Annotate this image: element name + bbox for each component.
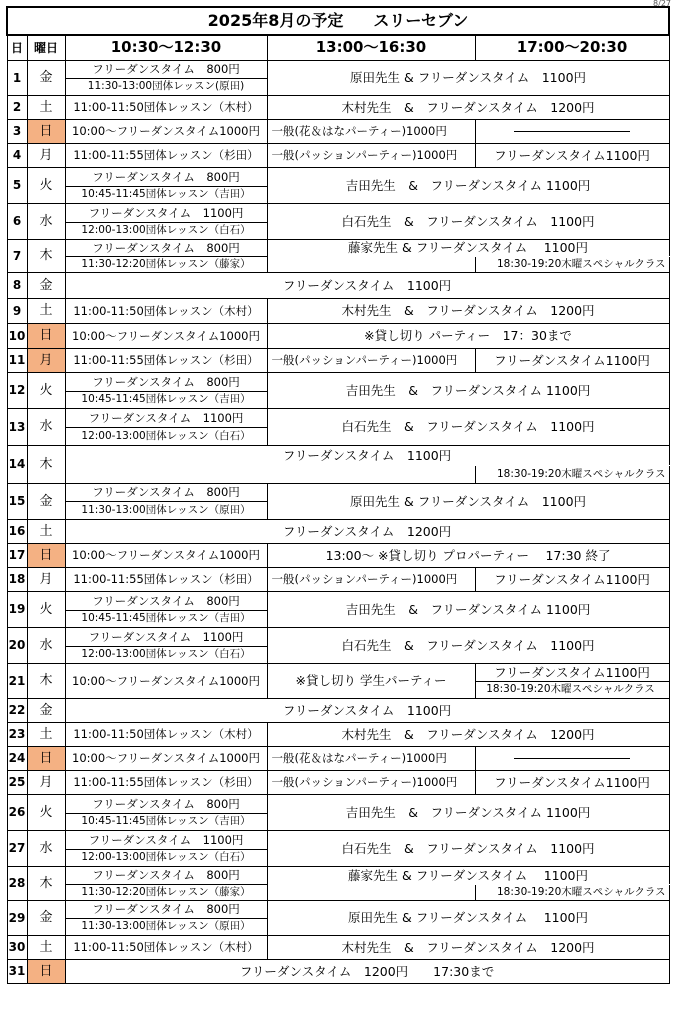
- table-row: [7, 446, 669, 466]
- afternoon-event: 藤家先生 & フリーダンスタイム 1100円: [267, 240, 669, 257]
- weekday: 土: [27, 96, 65, 120]
- table-row: [7, 120, 669, 144]
- afternoon-event: 一般(花＆はなパーティー)1000円: [267, 120, 475, 144]
- afternoon-event: 一般(花＆はなパーティー)1000円: [267, 747, 475, 771]
- evening-event: フリーダンスタイム1100円: [475, 349, 669, 373]
- morning-event: 11:00-11:50団体レッスン（木村）: [65, 723, 267, 747]
- table-row: [7, 747, 669, 771]
- afternoon-event: 一般(パッションパーティー)1000円: [267, 349, 475, 373]
- afternoon-event: ※貸し切り 学生パーティー: [267, 664, 475, 699]
- day-number: 10: [7, 324, 27, 349]
- day-number: 8: [7, 273, 27, 299]
- morning-event: 11:00-11:50団体レッスン（木村）: [65, 299, 267, 324]
- day-number: 20: [7, 628, 27, 664]
- day-number: 24: [7, 747, 27, 771]
- weekday: 金: [27, 901, 65, 936]
- morning-event: 11:00-11:55団体レッスン（杉田）: [65, 568, 267, 592]
- empty-cell: [65, 466, 475, 484]
- afternoon-event: 藤家先生 & フリーダンスタイム 1100円: [267, 867, 669, 885]
- day-number: 3: [7, 120, 27, 144]
- table-row: [7, 592, 669, 611]
- afternoon-event: 木村先生 & フリーダンスタイム 1200円: [267, 936, 669, 960]
- table-row: [7, 723, 669, 747]
- morning-event: 10:00〜フリーダンスタイム1000円: [65, 747, 267, 771]
- table-row: [7, 699, 669, 723]
- day-number: 31: [7, 960, 27, 984]
- empty-cell: [267, 257, 475, 273]
- afternoon-event: 原田先生 & フリーダンスタイム 1100円: [267, 61, 669, 96]
- evening-event: フリーダンスタイム1100円: [475, 144, 669, 168]
- weekday: 月: [27, 771, 65, 795]
- page-title: [7, 7, 669, 35]
- afternoon-event: 一般(パッションパーティー)1000円: [267, 144, 475, 168]
- all-day-event: フリーダンスタイム 1100円: [65, 699, 669, 723]
- morning-event: フリーダンスタイム 800円: [65, 867, 267, 885]
- table-row: [7, 299, 669, 324]
- weekday: 木: [27, 867, 65, 901]
- morning-event: 11:00-11:55団体レッスン（杉田）: [65, 349, 267, 373]
- table-row: [7, 409, 669, 428]
- afternoon-event: 木村先生 & フリーダンスタイム 1200円: [267, 723, 669, 747]
- morning-lesson: 10:45-11:45団体レッスン（吉田）: [65, 187, 267, 204]
- afternoon-event: 白石先生 & フリーダンスタイム 1100円: [267, 204, 669, 240]
- day-number: 19: [7, 592, 27, 628]
- table-row: [7, 901, 669, 919]
- weekday: 水: [27, 628, 65, 664]
- afternoon-event: 白石先生 & フリーダンスタイム 1100円: [267, 628, 669, 664]
- day-number: 1: [7, 61, 27, 96]
- evening-event: フリーダンスタイム1100円: [475, 664, 669, 682]
- all-day-event: フリーダンスタイム 1100円: [65, 273, 669, 299]
- all-day-event: フリーダンスタイム 1200円: [65, 520, 669, 544]
- weekday: 水: [27, 204, 65, 240]
- table-row: [7, 349, 669, 373]
- header-slot1: 10:30〜12:30: [65, 35, 267, 61]
- weekday: 土: [27, 723, 65, 747]
- day-number: 21: [7, 664, 27, 699]
- day-number: 11: [7, 349, 27, 373]
- evening-special: 18:30-19:20木曜スペシャルクラス: [475, 682, 669, 699]
- morning-event: フリーダンスタイム 800円: [65, 61, 267, 79]
- morning-lesson: 10:45-11:45団体レッスン（吉田）: [65, 814, 267, 831]
- day-number: 13: [7, 409, 27, 446]
- afternoon-event: ※貸し切り パーティー 17：30まで: [267, 324, 669, 349]
- header-slot2: 13:00〜16:30: [267, 35, 475, 61]
- table-row: [7, 936, 669, 960]
- weekday: 水: [27, 831, 65, 867]
- day-number: 23: [7, 723, 27, 747]
- morning-event: 11:00-11:50団体レッスン（木村）: [65, 936, 267, 960]
- weekday: 金: [27, 484, 65, 520]
- weekday: 金: [27, 61, 65, 96]
- table-row: [7, 544, 669, 568]
- day-number: 7: [7, 240, 27, 273]
- table-row: [7, 324, 669, 349]
- morning-lesson: 12:00-13:00団体レッスン（白石）: [65, 223, 267, 240]
- all-day-event: フリーダンスタイム 1100円: [65, 446, 669, 466]
- weekday: 木: [27, 664, 65, 699]
- weekday: 日: [27, 324, 65, 349]
- day-number: 5: [7, 168, 27, 204]
- morning-event: 11:00-11:55団体レッスン（杉田）: [65, 771, 267, 795]
- day-number: 28: [7, 867, 27, 901]
- afternoon-event: 吉田先生 & フリーダンスタイム 1100円: [267, 592, 669, 628]
- dash-line: [514, 758, 630, 759]
- weekday: 月: [27, 349, 65, 373]
- empty-cell: [267, 885, 475, 901]
- weekday: 金: [27, 273, 65, 299]
- afternoon-event: 原田先生 & フリーダンスタイム 1100円: [267, 901, 669, 936]
- evening-special: 18:30-19:20木曜スペシャルクラス: [475, 257, 669, 273]
- weekday: 月: [27, 568, 65, 592]
- weekday: 土: [27, 520, 65, 544]
- weekday: 日: [27, 960, 65, 984]
- weekday: 月: [27, 144, 65, 168]
- table-row: [7, 484, 669, 502]
- weekday: 木: [27, 240, 65, 273]
- morning-event: フリーダンスタイム 1100円: [65, 409, 267, 428]
- morning-event: フリーダンスタイム 1100円: [65, 204, 267, 223]
- day-number: 30: [7, 936, 27, 960]
- table-row: [7, 204, 669, 223]
- day-number: 29: [7, 901, 27, 936]
- dash-line: [514, 131, 630, 132]
- afternoon-event: 木村先生 & フリーダンスタイム 1200円: [267, 299, 669, 324]
- morning-event: フリーダンスタイム 800円: [65, 240, 267, 257]
- day-number: 4: [7, 144, 27, 168]
- afternoon-event: 一般(パッションパーティー)1000円: [267, 771, 475, 795]
- weekday: 土: [27, 299, 65, 324]
- morning-lesson: 10:45-11:45団体レッスン（吉田）: [65, 611, 267, 628]
- morning-event: 10:00〜フリーダンスタイム1000円: [65, 120, 267, 144]
- weekday: 火: [27, 592, 65, 628]
- afternoon-event: 吉田先生 & フリーダンスタイム 1100円: [267, 795, 669, 831]
- day-number: 18: [7, 568, 27, 592]
- table-row: [7, 61, 669, 79]
- morning-lesson: 11:30-12:20団体レッスン（藤家）: [65, 885, 267, 901]
- table-row: [7, 867, 669, 885]
- afternoon-event: 木村先生 & フリーダンスタイム 1200円: [267, 96, 669, 120]
- weekday: 木: [27, 446, 65, 484]
- header-day: 日: [7, 35, 27, 61]
- weekday: 水: [27, 409, 65, 446]
- weekday: 日: [27, 747, 65, 771]
- table-row: [7, 373, 669, 392]
- evening-special: 18:30-19:20木曜スペシャルクラス: [475, 885, 669, 901]
- day-number: 15: [7, 484, 27, 520]
- evening-none: [475, 747, 669, 771]
- morning-event: フリーダンスタイム 800円: [65, 795, 267, 814]
- day-number: 26: [7, 795, 27, 831]
- evening-special: 18:30-19:20木曜スペシャルクラス: [475, 466, 669, 484]
- table-row: [7, 144, 669, 168]
- corner-mark: 8/27: [653, 0, 671, 8]
- table-row: [7, 168, 669, 187]
- morning-lesson: 11:30-12:20団体レッスン（藤家）: [65, 257, 267, 273]
- morning-event: 11:00-11:55団体レッスン（杉田）: [65, 144, 267, 168]
- header-slot3: 17:00〜20:30: [475, 35, 669, 61]
- morning-event: フリーダンスタイム 1100円: [65, 831, 267, 850]
- afternoon-event: 吉田先生 & フリーダンスタイム 1100円: [267, 168, 669, 204]
- evening-event: フリーダンスタイム1100円: [475, 771, 669, 795]
- day-number: 22: [7, 699, 27, 723]
- table-row: [7, 520, 669, 544]
- morning-lesson: 11:30-13:00団体レッスン（原田）: [65, 919, 267, 936]
- evening-none: [475, 120, 669, 144]
- morning-event: フリーダンスタイム 800円: [65, 373, 267, 392]
- studio-name: スリーセブン: [373, 10, 469, 30]
- schedule-table: [6, 6, 670, 984]
- day-number: 17: [7, 544, 27, 568]
- morning-lesson: 11:30-13:00団体レッスン(原田): [65, 79, 267, 96]
- morning-event: フリーダンスタイム 800円: [65, 484, 267, 502]
- table-row: [7, 831, 669, 850]
- morning-event: 11:00-11:50団体レッスン（木村）: [65, 96, 267, 120]
- table-row: [7, 568, 669, 592]
- afternoon-event: 白石先生 & フリーダンスタイム 1100円: [267, 409, 669, 446]
- all-day-event: フリーダンスタイム 1200円 17:30まで: [65, 960, 669, 984]
- day-number: 16: [7, 520, 27, 544]
- day-number: 9: [7, 299, 27, 324]
- weekday: 土: [27, 936, 65, 960]
- morning-event: フリーダンスタイム 1100円: [65, 628, 267, 647]
- morning-event: フリーダンスタイム 800円: [65, 168, 267, 187]
- day-number: 14: [7, 446, 27, 484]
- table-row: [7, 664, 669, 682]
- morning-lesson: 10:45-11:45団体レッスン（吉田）: [65, 392, 267, 409]
- day-number: 6: [7, 204, 27, 240]
- weekday: 日: [27, 544, 65, 568]
- table-row: [7, 273, 669, 299]
- day-number: 2: [7, 96, 27, 120]
- table-row: [7, 628, 669, 647]
- day-number: 27: [7, 831, 27, 867]
- table-row: [7, 795, 669, 814]
- afternoon-event: 13:00〜 ※貸し切り プロパーティー 17:30 終了: [267, 544, 669, 568]
- weekday: 金: [27, 699, 65, 723]
- day-number: 12: [7, 373, 27, 409]
- afternoon-event: 白石先生 & フリーダンスタイム 1100円: [267, 831, 669, 867]
- table-row: [7, 771, 669, 795]
- morning-event: フリーダンスタイム 800円: [65, 592, 267, 611]
- weekday: 火: [27, 168, 65, 204]
- table-row: [7, 240, 669, 257]
- morning-event: 10:00〜フリーダンスタイム1000円: [65, 664, 267, 699]
- afternoon-event: 吉田先生 & フリーダンスタイム 1100円: [267, 373, 669, 409]
- table-row: [7, 96, 669, 120]
- weekday: 火: [27, 795, 65, 831]
- morning-lesson: 12:00-13:00団体レッスン（白石）: [65, 647, 267, 664]
- morning-lesson: 12:00-13:00団体レッスン（白石）: [65, 428, 267, 446]
- afternoon-event: 原田先生 & フリーダンスタイム 1100円: [267, 484, 669, 520]
- title-text: 2025年8月の予定: [207, 10, 344, 30]
- morning-lesson: 12:00-13:00団体レッスン（白石）: [65, 850, 267, 867]
- morning-event: フリーダンスタイム 800円: [65, 901, 267, 919]
- morning-event: 10:00〜フリーダンスタイム1000円: [65, 324, 267, 349]
- table-row: [7, 960, 669, 984]
- header-weekday: 曜日: [27, 35, 65, 61]
- afternoon-event: 一般(パッションパーティー)1000円: [267, 568, 475, 592]
- weekday: 日: [27, 120, 65, 144]
- morning-event: 10:00〜フリーダンスタイム1000円: [65, 544, 267, 568]
- weekday: 火: [27, 373, 65, 409]
- evening-event: フリーダンスタイム1100円: [475, 568, 669, 592]
- day-number: 25: [7, 771, 27, 795]
- morning-lesson: 11:30-13:00団体レッスン（原田）: [65, 502, 267, 520]
